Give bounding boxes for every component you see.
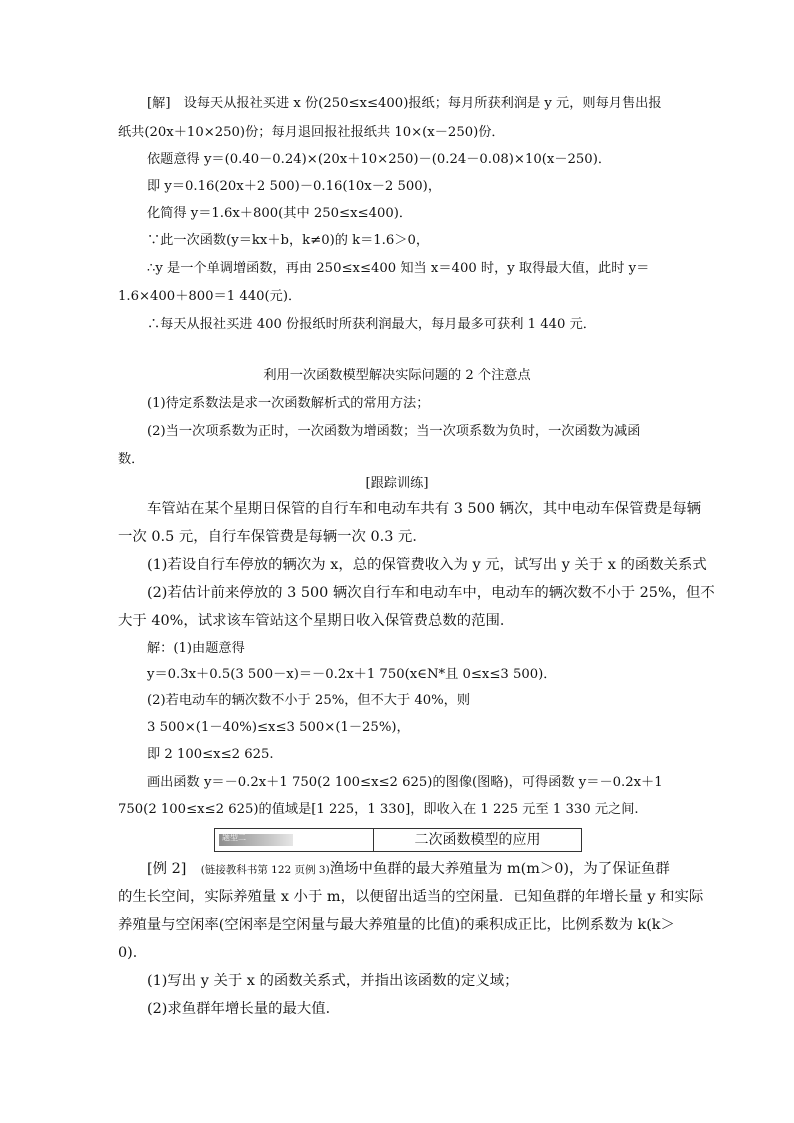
example2-textbook-link[interactable]: (链接教科书第 122 页例 3) (200, 864, 330, 876)
notes-item-2: (2)当一次项系数为正时，一次函数为增函数；当一次项系数为负时，一次函数为减函 (147, 424, 641, 439)
practice-question-1: (1)若设自行车停放的辆次为 x，总的保管费收入为 y 元，试写出 y 关于 x 的函数关系式 (147, 557, 707, 573)
practice-solution-line-1: 解：(1)由题意得 (147, 641, 245, 656)
solution-line-7: ∴y 是一个单调增函数，再由 250≤x≤400 知当 x＝400 时，y 取得最大值，此时 y＝ (147, 261, 650, 276)
notes-item-1: (1)待定系数法是求一次函数解析式的常用方法； (147, 396, 430, 411)
section-tag-chip (219, 834, 293, 846)
solution-line-3: 依题意得 y＝(0.40－0.24)×(20x＋10×250)－(0.24－0.08)×10(x－250)． (147, 152, 612, 167)
solution-line-2: 纸共(20x＋10×250)份；每月退回报社报纸共 10×(x－250)份． (118, 125, 505, 140)
practice-question-2-cont: 大于 40%，试求该车管站这个星期日收入保管费总数的范围． (118, 613, 515, 629)
practice-problem-line-2: 一次 0.5 元，自行车保管费是每辆一次 0.3 元． (118, 529, 427, 545)
section-tag-label: 题型二 (222, 833, 246, 842)
example2-label: [例 2] (147, 861, 201, 877)
section-title: 二次函数模型的应用 (414, 832, 541, 848)
practice-solution-line-7: 750(2 100≤x≤2 625)的值域是[1 225，1 330]，即收入在 1 225 元至 1 330 元之间. (118, 802, 639, 817)
solution-line-4: 即 y＝0.16(20x＋2 500)－0.16(10x－2 500)， (147, 179, 442, 194)
solution-line-1: [解] 设每天从报社买进 x 份(250≤x≤400)报纸；每月所获利润是 y 元，则每月售出报 (147, 96, 662, 111)
solution-line-6: ∵此一次函数(y＝kx＋b，k≠0)的 k＝1.6＞0， (147, 233, 430, 248)
section-header (214, 828, 582, 852)
practice-solution-line-6: 画出函数 y＝－0.2x＋1 750(2 100≤x≤2 625)的图像(图略)，可得函数 y＝－0.2x＋1 (147, 775, 663, 790)
example2-question-1: (1)写出 y 关于 x 的函数关系式，并指出该函数的定义域； (147, 973, 519, 989)
example2-question-2: (2)求鱼群年增长量的最大值． (147, 1001, 341, 1017)
practice-solution-line-5: 即 2 100≤x≤2 625. (147, 747, 274, 762)
practice-solution-line-3: (2)若电动车的辆次数不小于 25%，但不大于 40%，则 (147, 693, 471, 708)
section-tag (215, 829, 374, 851)
practice-question-2: (2)若估计前来停放的 3 500 辆次自行车和电动车中，电动车的辆次数不小于 25%，但不 (147, 585, 715, 601)
example2-line-1 (147, 858, 670, 881)
example2-line-3: 养殖量与空闲率(空闲率是空闲量与最大养殖量的比值)的乘积成正比，比例系数为 k(k＞ (118, 917, 675, 933)
solution-line-5: 化简得 y＝1.6x＋800(其中 250≤x≤400)． (147, 206, 413, 221)
solution-line-8: 1.6×400＋800＝1 440(元)． (118, 289, 302, 304)
practice-heading: [跟踪训练] (365, 476, 429, 491)
example2-line-2: 的生长空间，实际养殖量 x 小于 m，以便留出适当的空闲量．已知鱼群的年增长量 y 和实际 (118, 889, 704, 905)
practice-solution-line-2: y＝0.3x＋0.5(3 500－x)＝－0.2x＋1 750(x∈N*且 0≤x≤3 500)． (147, 667, 557, 682)
example2-line-4: 0)． (118, 945, 148, 961)
notes-heading: 利用一次函数模型解决实际问题的 2 个注意点 (263, 368, 531, 383)
solution-line-9: ∴每天从报社买进 400 份报纸时所获利润最大，每月最多可获利 1 440 元． (147, 317, 596, 332)
practice-problem-line-1: 车管站在某个星期日保管的自行车和电动车共有 3 500 辆次，其中电动车保管费是每辆 (147, 501, 702, 517)
notes-item-2-cont: 数． (118, 452, 145, 467)
practice-solution-line-4: 3 500×(1－40%)≤x≤3 500×(1－25%)， (147, 720, 410, 735)
example2-line-1-text: 渔场中鱼群的最大养殖量为 m(m＞0)，为了保证鱼群 (329, 861, 670, 877)
